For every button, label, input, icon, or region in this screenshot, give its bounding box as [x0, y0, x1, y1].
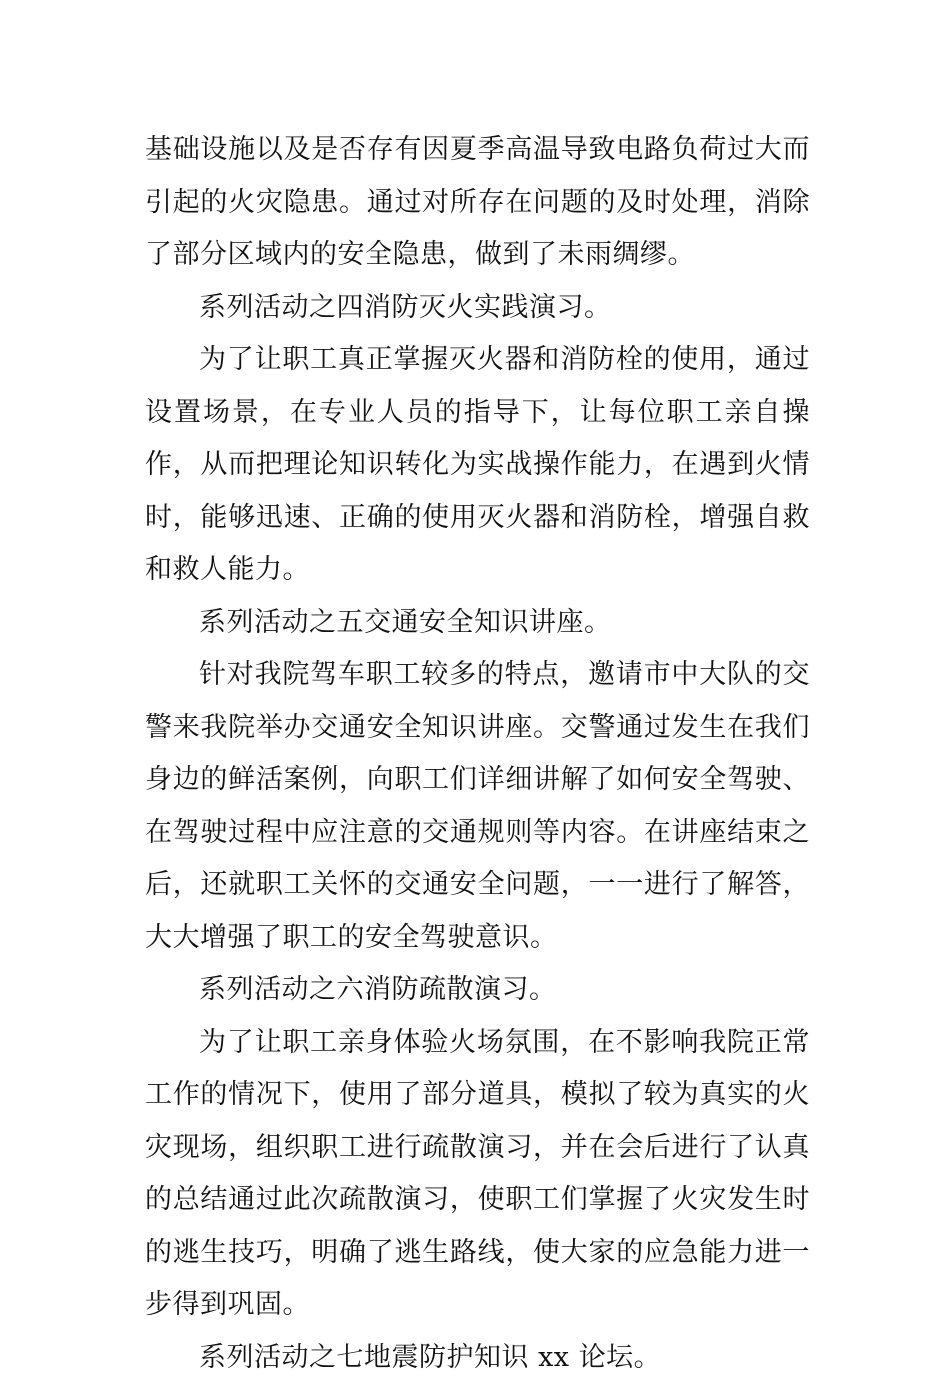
section-heading-4: 系列活动之四消防灭火实践演习。 [145, 282, 810, 335]
paragraph-continuation: 基础设施以及是否存有因夏季高温导致电路负荷过大而引起的火灾隐患。通过对所存在问题的及时处理，消除了部分区域内的安全隐患，做到了未雨绸缪。 [145, 124, 810, 282]
paragraph-traffic-lecture: 针对我院驾车职工较多的特点，邀请市中大队的交警来我院举办交通安全知识讲座。交警通过发生在我们身边的鲜活案例，向职工们详细讲解了如何安全驾驶、在驾驶过程中应注意的交通规则等内容。在讲座结束之后，还就职工关怀的交通安全问题，一一进行了解答，大大增强了职工的安全驾驶意识。 [145, 649, 810, 964]
section-heading-7: 系列活动之七地震防护知识 xx 论坛。 [145, 1332, 810, 1384]
paragraph-fire-drill: 为了让职工真正掌握灭火器和消防栓的使用，通过设置场景，在专业人员的指导下，让每位职工亲自操作，从而把理论知识转化为实战操作能力，在遇到火情时，能够迅速、正确的使用灭火器和消防栓，增强自救和救人能力。 [145, 334, 810, 597]
document-body [145, 124, 810, 1384]
section-heading-6: 系列活动之六消防疏散演习。 [145, 964, 810, 1017]
section-heading-5: 系列活动之五交通安全知识讲座。 [145, 597, 810, 650]
paragraph-evacuation-drill: 为了让职工亲身体验火场氛围，在不影响我院正常工作的情况下，使用了部分道具，模拟了较为真实的火灾现场，组织职工进行疏散演习，并在会后进行了认真的总结通过此次疏散演习，使职工们掌握了火灾发生时的逃生技巧，明确了逃生路线，使大家的应急能力进一步得到巩固。 [145, 1017, 810, 1332]
